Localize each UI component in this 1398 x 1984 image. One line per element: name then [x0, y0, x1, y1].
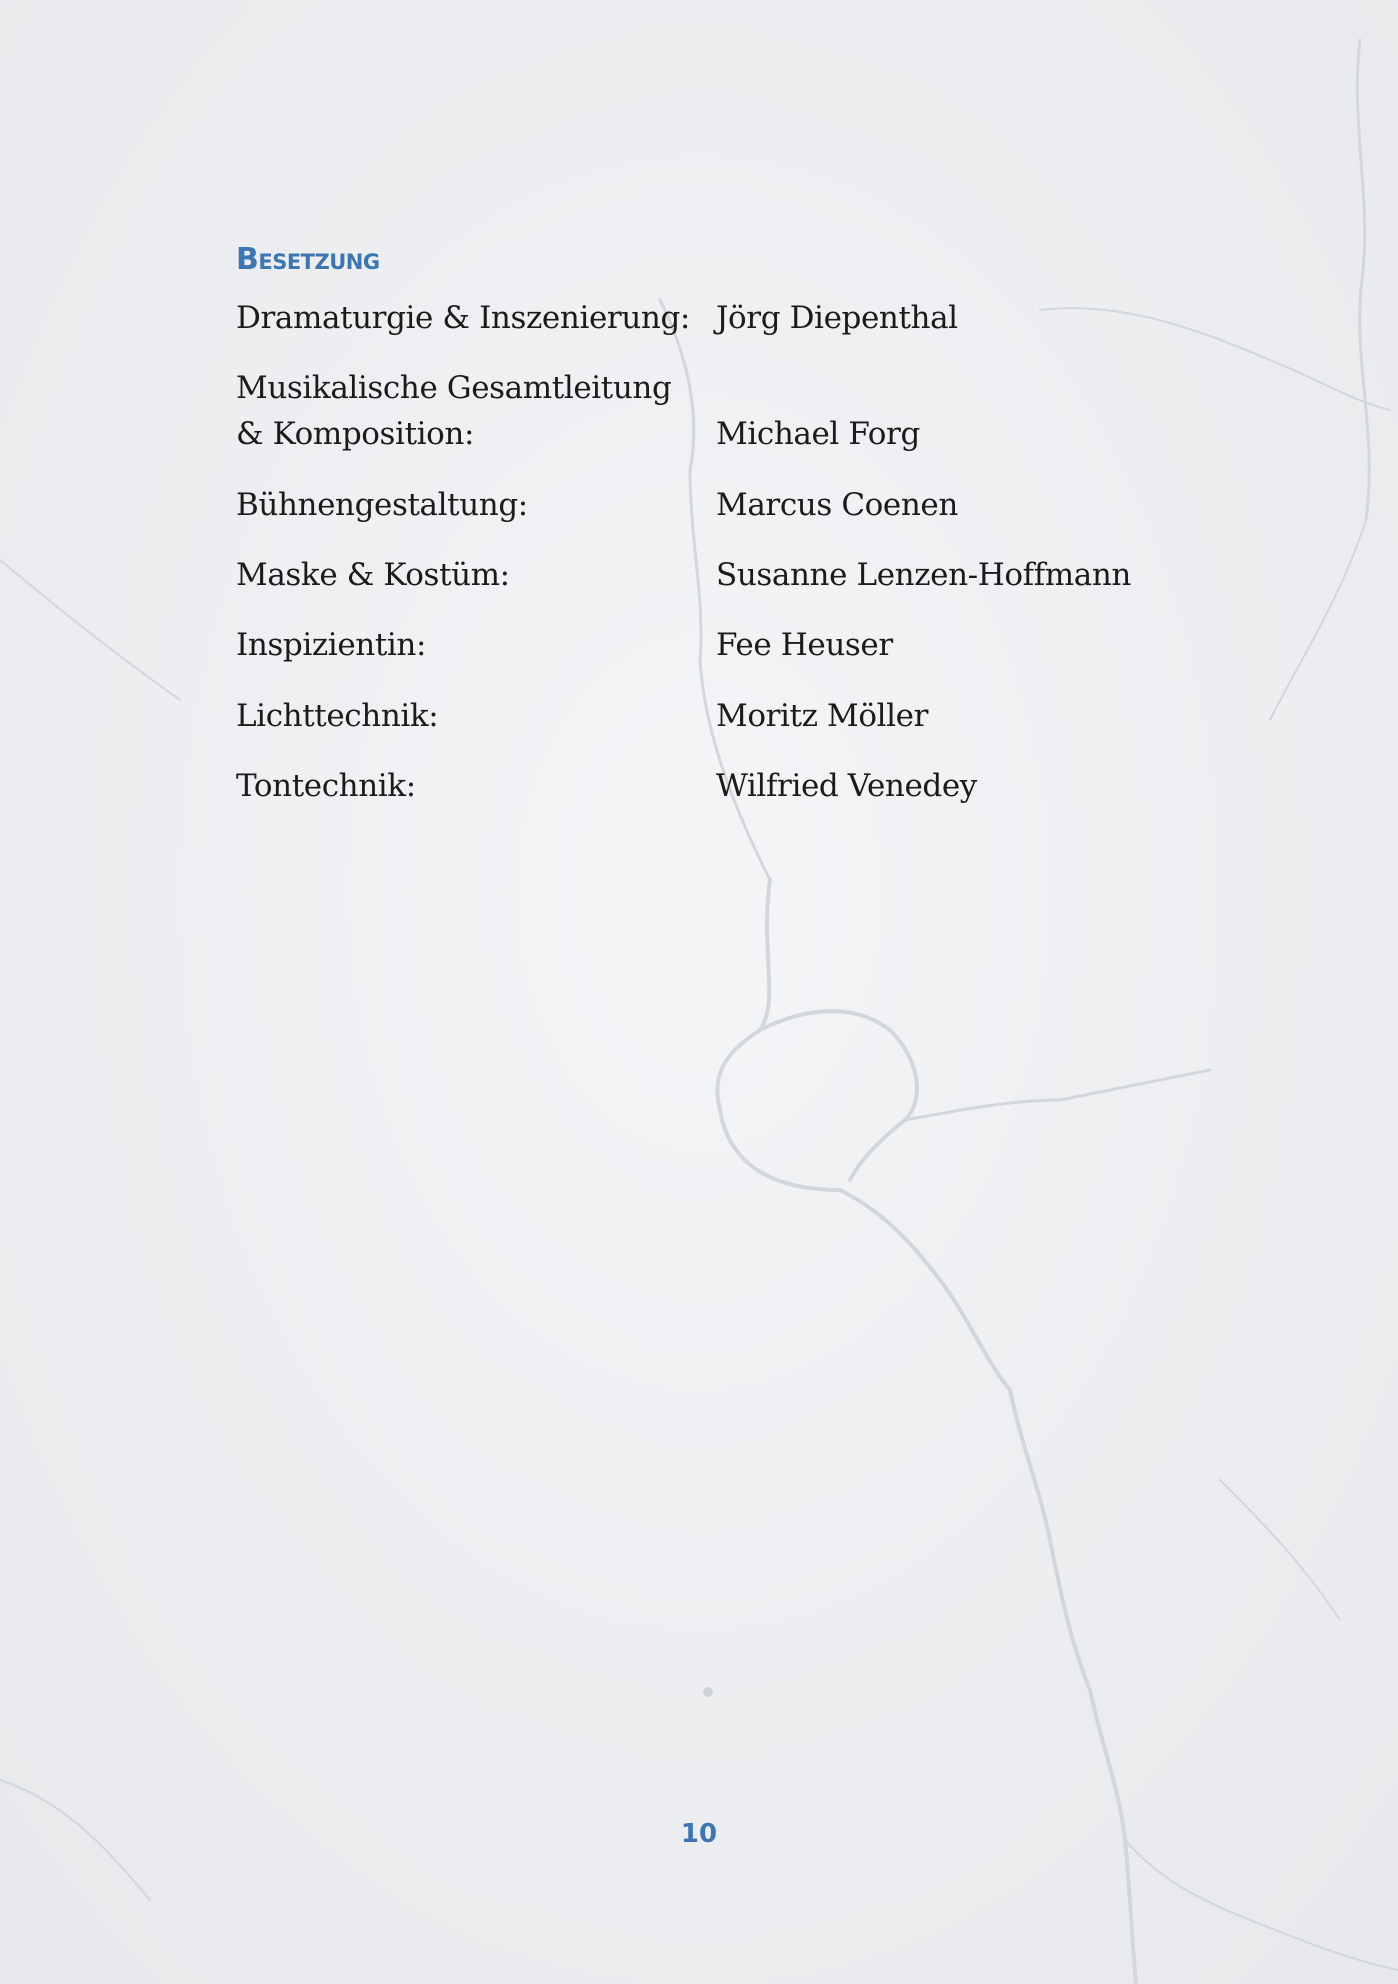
credit-name: Michael Forg [716, 416, 920, 452]
credit-name: Moritz Möller [716, 698, 928, 734]
credit-role: Inspizientin: [236, 627, 427, 663]
credit-name: Marcus Coenen [716, 487, 958, 523]
credit-role: Dramaturgie & Inszenierung: [236, 300, 690, 336]
credit-row [0, 365, 1398, 457]
page-number: 10 [680, 1819, 718, 1849]
credit-role: Lichttechnik: [236, 698, 439, 734]
credit-role: Bühnengestaltung: [236, 487, 528, 523]
credit-row [0, 482, 1398, 528]
credit-row [0, 693, 1398, 739]
credit-role: Tontechnik: [236, 768, 416, 804]
section-heading: Besetzung [236, 242, 380, 277]
credit-role: Maske & Kostüm: [236, 557, 510, 593]
credit-name: Susanne Lenzen-Hoffmann [716, 557, 1131, 593]
credit-row [0, 295, 1398, 341]
credit-role: Musikalische Gesamtleitung & Komposition: [236, 370, 672, 452]
credit-name: Wilfried Venedey [716, 768, 977, 804]
credit-name: Jörg Diepenthal [716, 300, 958, 336]
credit-row [0, 622, 1398, 668]
credit-row [0, 763, 1398, 809]
credit-row [0, 552, 1398, 598]
credit-name: Fee Heuser [716, 627, 893, 663]
